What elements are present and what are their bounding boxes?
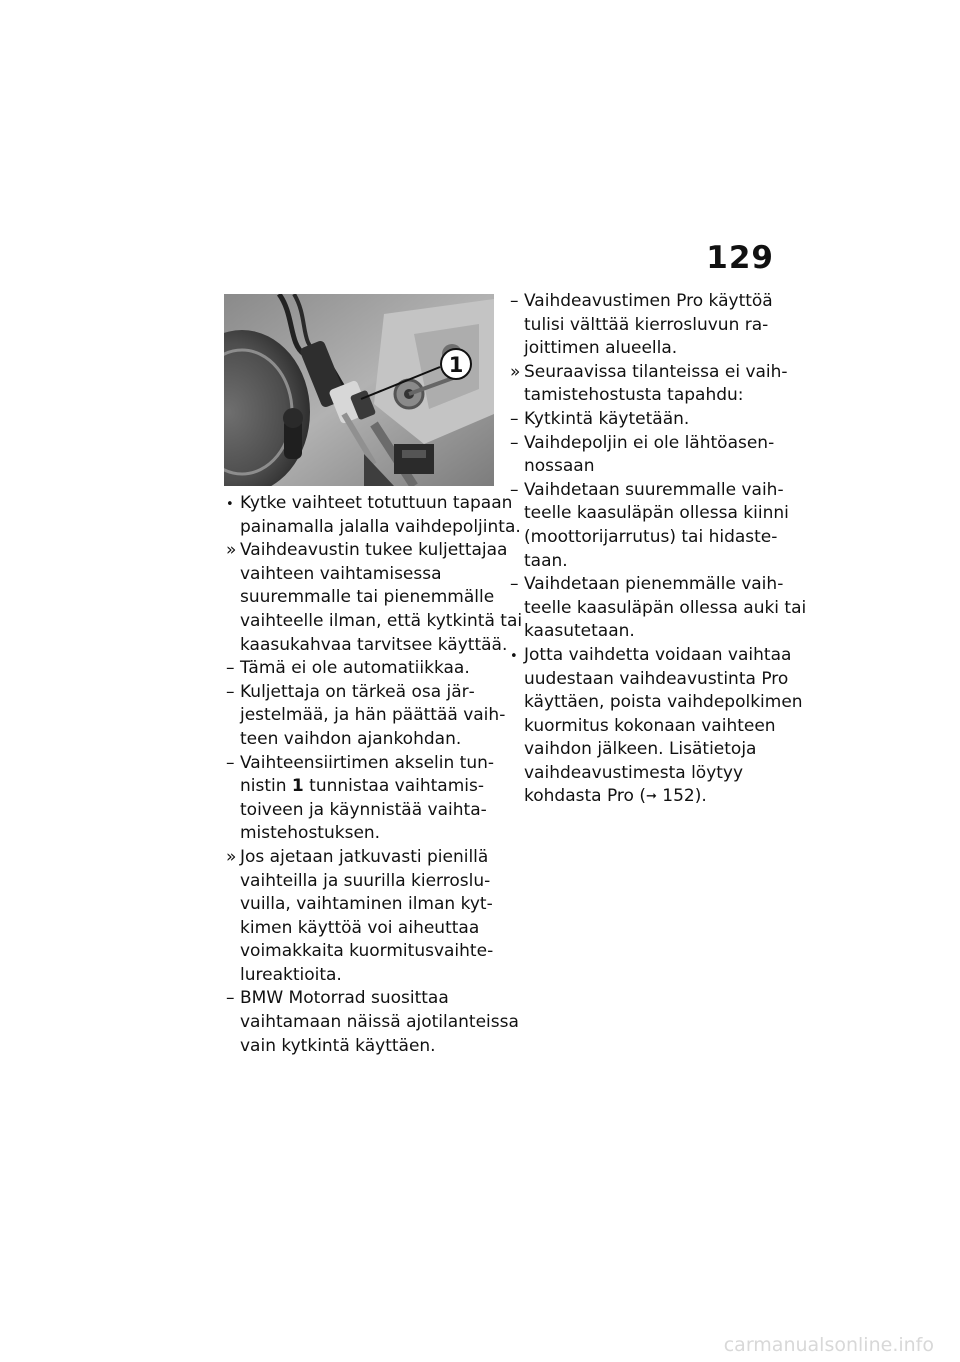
bullet-marker: • bbox=[510, 648, 518, 664]
list-item bbox=[226, 987, 526, 1058]
list-item bbox=[226, 752, 526, 846]
dash-marker: – bbox=[510, 479, 519, 500]
item-text: Jotta vaihdetta voidaan vaihtaa uudestaan vaihdeavustinta Pro käyttäen, poista vaihdepolkimen kuormitus kokonaan vaihteen vaihdon jälkeen. Lisätietoja vaihdeavustimesta löytyy kohdasta Pro ( bbox=[524, 644, 803, 807]
list-item bbox=[226, 681, 526, 752]
list-item bbox=[510, 573, 810, 644]
list-item bbox=[510, 408, 810, 432]
item-text: Vaihdetaan suuremmalle vaihteelle kaasuläpän ollessa kiinni (moottorijarrutus) tai hidastetaan. bbox=[524, 479, 789, 571]
page-reference-link[interactable]: 152 bbox=[662, 786, 695, 807]
callout-reference: 1 bbox=[291, 776, 304, 797]
left-column bbox=[226, 492, 526, 1058]
item-text: Kuljettaja on tärkeä osa järjestelmää, ja hän päättää vaihteen vaihdon ajankohdan. bbox=[240, 681, 506, 749]
item-text: Seuraavissa tilanteissa ei vaihtamistehostusta tapahdu: bbox=[524, 361, 788, 406]
watermark: carmanualsonline.info bbox=[723, 1334, 934, 1356]
result-marker: » bbox=[226, 540, 237, 561]
engine-illustration bbox=[224, 294, 494, 486]
list-item bbox=[510, 479, 810, 573]
item-text: tunnistaa vaihtamistoiveen ja käynnistää vaihtamistehostuksen. bbox=[240, 776, 487, 844]
dash-marker: – bbox=[510, 291, 519, 311]
dash-marker: – bbox=[226, 681, 235, 702]
item-text: BMW Motorrad suosittaa vaihtamaan näissä ajotilanteissa vain kytkintä käyttäen. bbox=[240, 988, 519, 1056]
list-item bbox=[510, 644, 810, 809]
dash-marker: – bbox=[510, 574, 519, 595]
dash-marker: – bbox=[226, 658, 235, 679]
list-item bbox=[226, 846, 526, 988]
list-item bbox=[510, 290, 810, 361]
item-text: Kytkintä käytetään. bbox=[524, 408, 690, 429]
item-text: Jos ajetaan jatkuvasti pienillä vaihteilla ja suurilla kierrosluvuilla, vaihtaminen ilman kytkimen käyttöä voi aiheuttaa voimakkaita kuormitusvaihtelureaktioita. bbox=[240, 846, 494, 985]
dash-marker: – bbox=[510, 432, 519, 453]
dash-marker: – bbox=[510, 408, 519, 429]
list-item bbox=[226, 539, 526, 657]
bullet-marker: • bbox=[226, 497, 234, 512]
dash-marker: – bbox=[226, 988, 235, 1009]
item-text: Vaihdeavustin tukee kuljettajaa vaihteen vaihtamisessa suuremmalle tai pienemmälle vaihteelle ilman, että kytkintä tai kaasukahvaa tarvitsee käyttää. bbox=[240, 540, 523, 655]
callout-label: 1 bbox=[448, 353, 464, 377]
dash-marker: – bbox=[226, 752, 235, 773]
result-marker: » bbox=[510, 361, 521, 382]
item-text: Vaihteensiirtimen akselin tunnistin bbox=[240, 752, 495, 797]
item-text: Vaihdeavustimen Pro käyttöä tulisi välttää kierrosluvun rajoittimen alueella. bbox=[524, 291, 773, 359]
item-text: Tämä ei ole automatiikkaa. bbox=[240, 658, 470, 679]
item-text: Kytke vaihteet totuttuun tapaan painamalla jalalla vaihdepoljinta. bbox=[240, 493, 521, 537]
arrow-right-icon: ➞ bbox=[645, 789, 657, 805]
item-text: Vaihdetaan pienemmälle vaihteelle kaasuläpän ollessa auki tai kaasutetaan. bbox=[524, 574, 807, 642]
right-column bbox=[510, 290, 810, 809]
list-item bbox=[226, 657, 526, 681]
page-number: 129 bbox=[706, 240, 774, 276]
list-item bbox=[510, 432, 810, 479]
result-marker: » bbox=[226, 846, 237, 867]
quickshifter-sensor-photo bbox=[224, 294, 494, 486]
item-text: ). bbox=[694, 786, 707, 807]
list-item bbox=[510, 361, 810, 408]
list-item bbox=[226, 492, 526, 539]
item-text: Vaihdepoljin ei ole lähtöasennossaan bbox=[524, 432, 775, 477]
